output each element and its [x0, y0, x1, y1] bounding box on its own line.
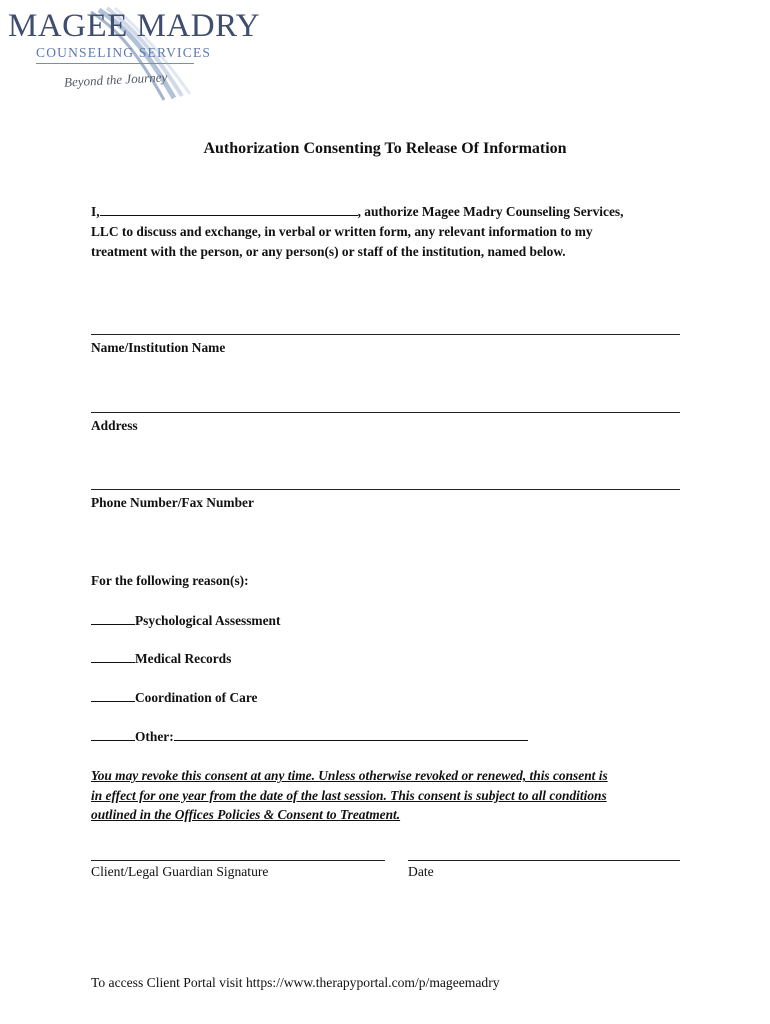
address-label: Address: [91, 418, 138, 433]
checkbox-blank[interactable]: [91, 728, 135, 741]
reason-psychological-assessment: [91, 612, 280, 629]
intro-rest: , authorize Magee Madry Counseling Services,: [357, 204, 624, 219]
logo-divider: [36, 63, 194, 64]
reason-coordination-of-care: [91, 689, 258, 706]
notice-line-3: outlined in the Offices Policies & Consent to Treatment.: [91, 807, 401, 822]
intro-prefix: I,: [91, 204, 100, 219]
document-title: Authorization Consenting To Release Of Information: [203, 140, 567, 157]
notice-line-2: in effect for one year from the date of the last session. This consent is subject to all conditions: [91, 787, 607, 803]
revocation-notice: [91, 766, 691, 825]
client-name-blank[interactable]: [100, 203, 358, 216]
notice-line-1: You may revoke this consent at any time. Unless otherwise revoked or renewed, this consent is: [91, 768, 608, 783]
checkbox-blank[interactable]: [91, 650, 135, 663]
checkbox-blank[interactable]: [91, 612, 135, 625]
phone-fax-label: Phone Number/Fax Number: [91, 495, 254, 510]
phone-fax-line[interactable]: [91, 489, 680, 490]
reason-medical-records: [91, 650, 231, 667]
reason-other: [91, 728, 528, 745]
date-label: Date: [408, 864, 434, 879]
intro-paragraph: [91, 202, 691, 262]
signature-label: Client/Legal Guardian Signature: [91, 864, 269, 879]
logo-name: MAGEE MADRY: [8, 8, 261, 44]
company-logo: [4, 6, 261, 106]
reason-label: Coordination of Care: [135, 690, 258, 705]
checkbox-blank[interactable]: [91, 689, 135, 702]
intro-line-2: LLC to discuss and exchange, in verbal or written form, any relevant information to my: [91, 224, 593, 239]
name-institution-label: Name/Institution Name: [91, 340, 226, 355]
other-reason-blank[interactable]: [174, 728, 528, 741]
logo-tagline: Beyond the Journey: [63, 69, 168, 90]
intro-line-3: treatment with the person, or any person(s) or staff of the institution, named below.: [91, 244, 566, 259]
logo-subtitle: COUNSELING SERVICES: [36, 45, 212, 60]
reason-label: Medical Records: [135, 651, 232, 666]
signature-line[interactable]: [91, 860, 385, 861]
client-portal-footer: To access Client Portal visit https://www.therapyportal.com/p/mageemadry: [91, 975, 500, 990]
reason-label: Other:: [135, 729, 174, 744]
date-line[interactable]: [408, 860, 680, 861]
name-institution-line[interactable]: [91, 334, 680, 335]
reason-label: Psychological Assessment: [135, 613, 281, 628]
reasons-heading: For the following reason(s):: [91, 573, 249, 588]
address-line[interactable]: [91, 412, 680, 413]
